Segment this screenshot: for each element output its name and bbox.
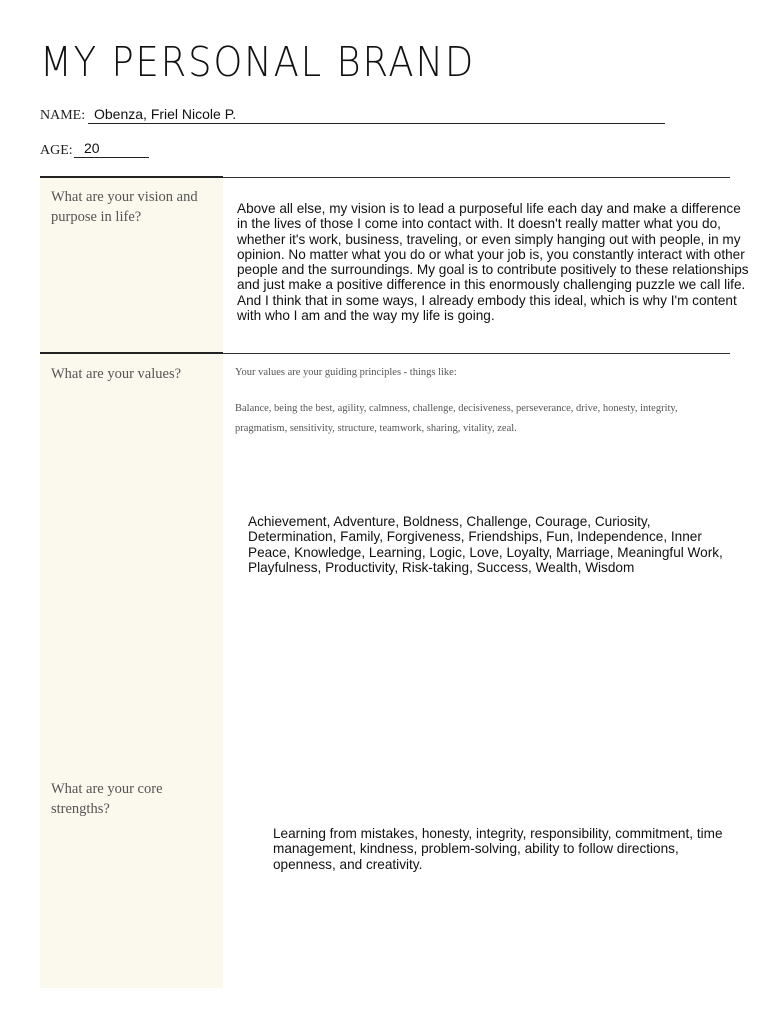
name-field[interactable]: Obenza, Friel Nicole P. [94, 106, 237, 122]
section-divider [40, 352, 223, 354]
age-field[interactable]: 20 [84, 140, 100, 156]
vision-answer[interactable]: Above all else, my vision is to lead a purposeful life each day and make a difference in the lives of those I come into contact with. It doesn't really matter what you do, whether it's work, business, traveling, or even simply hanging out with people, in my opinion. No matter what you do or what your job is, you constantly interact with other people and the surroundings. My goal is to contribute positively to these relationships and just make a positive difference in this enormously challenging puzzle we call life. And I think that in some ways, I already embody this ideal, which is why I'm content with who I am and the way my life is going. [237, 201, 749, 324]
name-label: NAME: [40, 108, 86, 123]
section-divider [223, 177, 730, 178]
name-underline [88, 123, 665, 124]
values-hint-examples: Balance, being the best, agility, calmness, challenge, decisiveness, perseverance, drive, honesty, integrity, pragmatism, sensitivity, structure, teamwork, sharing, vitality, zeal. [235, 403, 678, 434]
values-hint-intro: Your values are your guiding principles - things like: [235, 367, 457, 378]
vision-question: What are your vision and purpose in life? [51, 189, 198, 225]
strengths-question: What are your core strengths? [51, 781, 163, 817]
strengths-answer[interactable]: Learning from mistakes, honesty, integrity, responsibility, commitment, time management, kindness, problem-solving, ability to follow directions, openness, and creativity. [273, 826, 723, 872]
age-label: AGE: [40, 143, 73, 158]
section-divider [40, 176, 223, 178]
page-title: MY PERSONAL BRAND [40, 38, 476, 86]
values-question: What are your values? [51, 366, 182, 382]
age-underline [74, 157, 149, 158]
section-divider [223, 353, 730, 354]
question-panel [40, 177, 223, 988]
values-answer[interactable]: Achievement, Adventure, Boldness, Challenge, Courage, Curiosity, Determination, Family, Forgiveness, Friendships, Fun, Independence, Inner Peace, Knowledge, Learning, Logic, Love, Loyalty, Marriage, Meaningful Work, Playfulness, Productivity, Risk-taking, Success, Wealth, Wisdom [248, 514, 723, 575]
